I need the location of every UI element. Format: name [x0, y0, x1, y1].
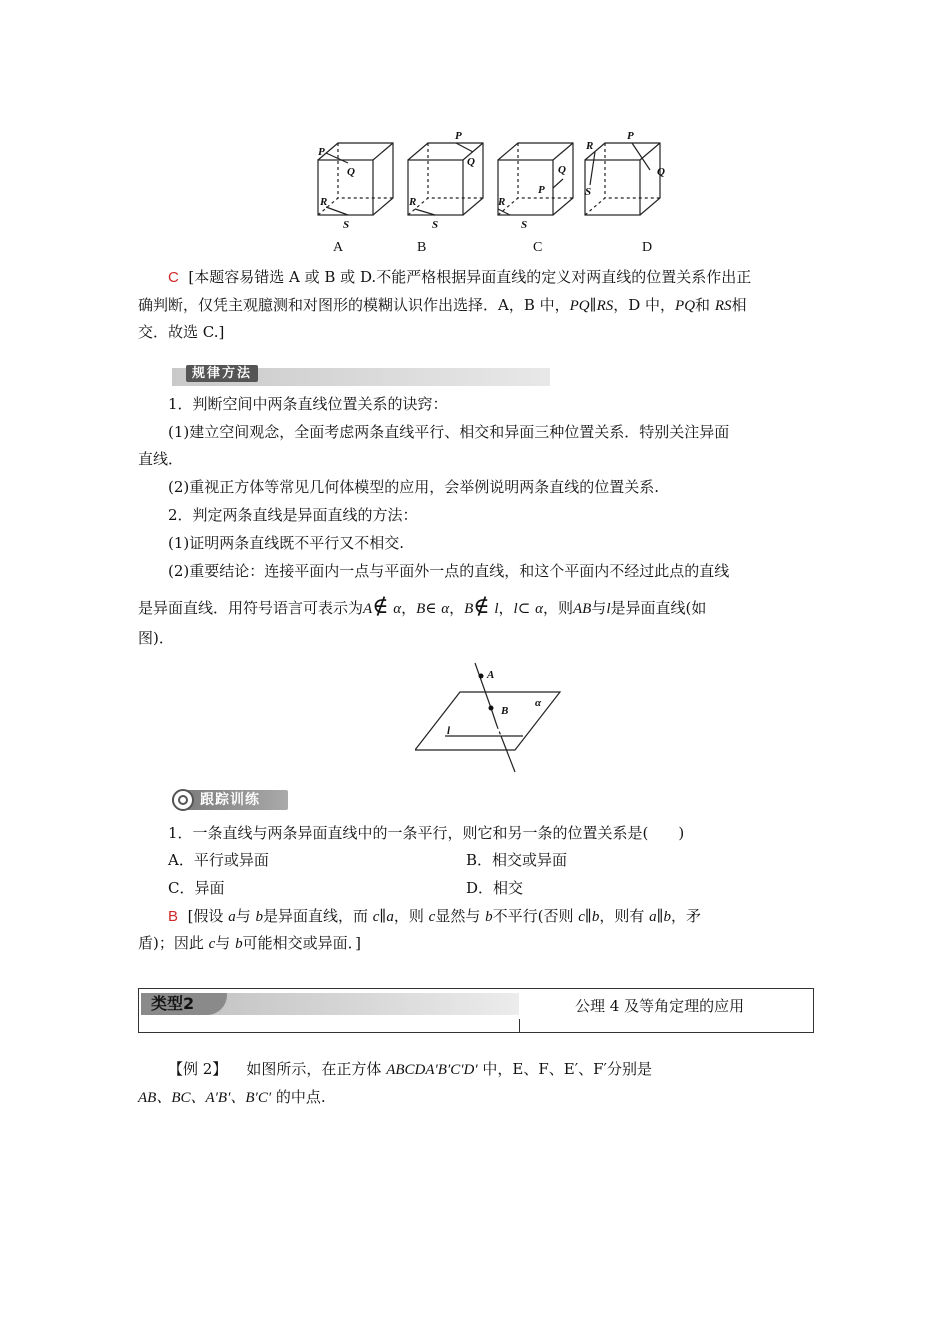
practice-answer-line1: B [假设 a与 b是异面直线，而 c∥a，则 c显然与 b不平行(否则 c∥b，则有 a∥b，矛 — [168, 907, 702, 925]
practice-answer-line2: 盾)；因此 c与 b可能相交或异面．] — [138, 934, 361, 952]
method-p4: (2)重视正方体等常见几何体模型的应用，会举例说明两条直线的位置关系. — [168, 478, 660, 496]
example2-line2: AB、BC、A′B′、B′C′ 的中点. — [138, 1088, 326, 1106]
svg-text:Q: Q — [467, 156, 475, 168]
method-p7: (2)重要结论：连接平面内一点与平面外一点的直线，和这个平面内不经过此点的直线 — [168, 562, 730, 580]
svg-text:R: R — [586, 140, 594, 152]
caption-b: B — [417, 240, 427, 255]
svg-text:Q: Q — [558, 164, 566, 176]
cube-a — [318, 143, 393, 215]
method-tag: 规律方法 — [186, 365, 258, 382]
svg-text:Q: Q — [657, 166, 665, 178]
option-a: A．平行或异面 — [168, 851, 269, 869]
svg-text:P: P — [538, 184, 545, 196]
fig-label-alpha: α — [535, 697, 542, 709]
target-icon — [172, 789, 194, 811]
caption-c: C — [533, 240, 543, 255]
method-p9: 图)． — [138, 629, 174, 647]
svg-text:R: R — [409, 196, 417, 208]
caption-d: D — [642, 240, 653, 255]
option-d: D．相交 — [466, 879, 524, 897]
method-p3: 直线． — [138, 450, 184, 468]
practice-question: 1．一条直线与两条异面直线中的一条平行，则它和另一条的位置关系是( ) — [168, 824, 685, 842]
svg-text:R: R — [320, 196, 328, 208]
svg-text:S: S — [521, 219, 528, 231]
practice-tag: 跟踪训练 — [200, 792, 260, 808]
cube-b — [408, 143, 483, 215]
svg-text:R: R — [498, 196, 506, 208]
option-c: C．异面 — [168, 879, 225, 897]
method-p1: 1．判断空间中两条直线位置关系的诀窍： — [168, 395, 448, 413]
answer1-line2: 确判断，仅凭主观臆测和对图形的模糊认识作出选择．A，B 中，PQ∥RS，D 中，PQ和 RS相 — [138, 296, 747, 314]
svg-text:S: S — [585, 186, 592, 198]
caption-a: A — [333, 240, 344, 255]
type2-tag: 类型2 — [151, 994, 195, 1013]
cube-d — [585, 143, 660, 215]
example2-line1: 【例 2】 如图所示，在正方体 ABCDA′B′C′D′ 中，E、F、E′、F′分别是 — [168, 1060, 652, 1078]
svg-text:Q: Q — [347, 166, 355, 178]
method-p8: 是异面直线．用符号语言可表示为A∉ α，B∈ α，B∉ l，l⊂ α，则AB与l是异面直线(如 — [138, 594, 707, 619]
cube-figures — [300, 125, 680, 260]
svg-text:S: S — [432, 219, 439, 231]
svg-text:S: S — [343, 219, 350, 231]
svg-text:P: P — [627, 130, 634, 142]
cube-c — [498, 143, 573, 215]
type2-box — [138, 988, 814, 1033]
fig-label-l: l — [447, 725, 451, 737]
type2-title: 公理 4 及等角定理的应用 — [575, 997, 745, 1015]
plane-figure — [415, 660, 565, 775]
option-b: B．相交或异面 — [466, 851, 568, 869]
answer1-line1: C [本题容易错选 A 或 B 或 D.不能严格根据异面直线的定义对两直线的位置关系作出正 — [168, 268, 752, 286]
fig-label-b: B — [501, 705, 509, 717]
method-p6: (1)证明两条直线既不平行又不相交. — [168, 534, 405, 552]
answer-letter: C — [168, 269, 179, 286]
method-p2: (1)建立空间观念，全面考虑两条直线平行、相交和异面三种位置关系．特别关注异面 — [168, 423, 730, 441]
fig-label-a: A — [487, 669, 495, 681]
label-p: P — [318, 146, 325, 158]
method-p5: 2．判定两条直线是异面直线的方法： — [168, 506, 418, 524]
svg-text:P: P — [455, 130, 462, 142]
answer1-line3: 交．故选 C.] — [138, 323, 225, 341]
